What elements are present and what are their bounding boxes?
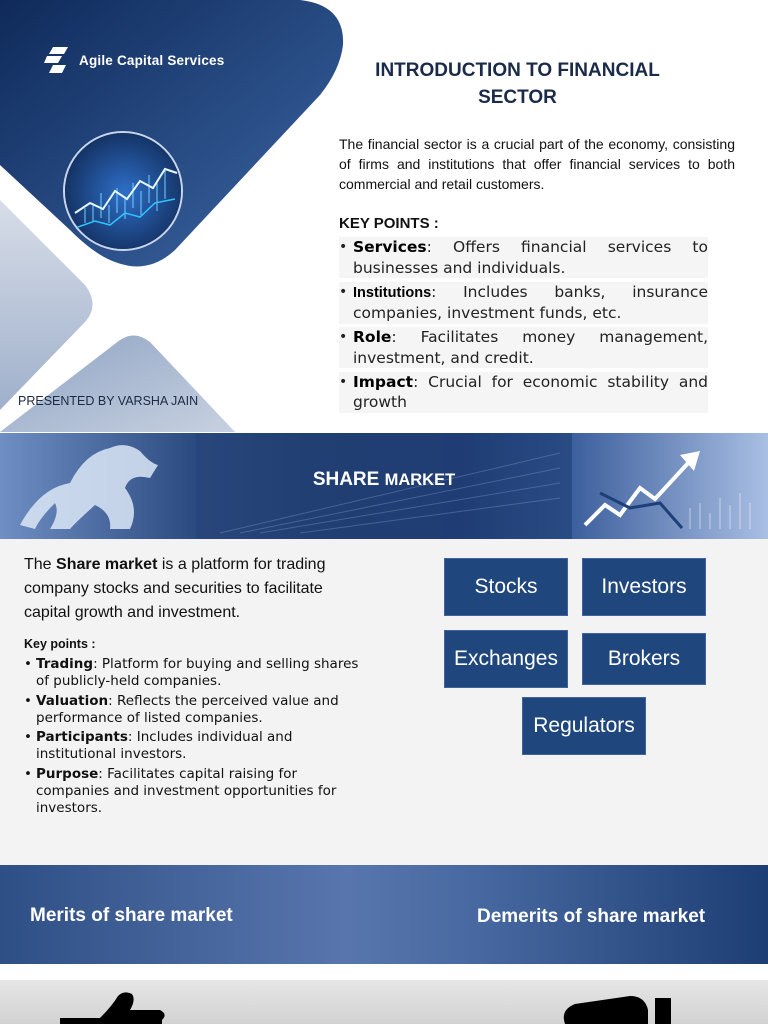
intro-paragraph: The financial sector is a crucial part of the economy, consisting of firms and institutions that offer financial services to both commercial and retail customers. — [339, 136, 735, 192]
list-item — [24, 693, 369, 727]
key-points-heading: KEY POINTS : — [339, 215, 439, 232]
company-logo-icon — [44, 47, 68, 73]
thumbs-down-icon — [564, 996, 648, 1024]
share-key-points-list — [24, 656, 369, 819]
merits-heading: Merits of share market — [30, 905, 233, 926]
key-point-term: Role — [353, 328, 392, 346]
thumbs-up-icon — [60, 992, 165, 1024]
banner-word-1: SHARE — [312, 469, 380, 490]
list-item — [339, 327, 708, 368]
list-item — [339, 282, 708, 324]
investors-box: Investors — [582, 558, 706, 616]
description-body: is a platform for trading company stocks and securities to facilitate capital growth and investment. — [24, 556, 326, 621]
share-market-description — [24, 553, 362, 625]
banner-word-2: MARKET — [384, 471, 456, 489]
key-point-desc: : Crucial for economic stability and growth — [353, 372, 708, 411]
key-point-desc: : Offers financial services to businesses and individuals. — [353, 238, 708, 277]
finance-chart-image — [63, 131, 183, 251]
slide-next-partial — [0, 980, 768, 1024]
demerits-heading: Demerits of share market — [477, 906, 706, 927]
key-point-term: Institutions — [353, 284, 432, 301]
key-point-desc: : Includes banks, insurance companies, investment funds, etc. — [353, 282, 708, 322]
slide-introduction — [0, 0, 768, 432]
key-points-heading: Key points : — [24, 637, 96, 651]
list-item — [339, 237, 708, 278]
title-line-2: SECTOR — [478, 87, 557, 108]
key-point-term: Purpose — [36, 765, 99, 782]
description-prefix: The — [24, 556, 57, 573]
list-item — [24, 729, 369, 763]
slide-share-market — [0, 433, 768, 865]
stocks-box: Stocks — [444, 558, 568, 616]
presenter-credit: PRESENTED BY VARSHA JAIN — [18, 394, 199, 408]
list-item — [24, 656, 369, 690]
key-points-list — [339, 237, 708, 416]
key-point-term: Trading — [36, 656, 94, 672]
key-point-term: Valuation — [36, 692, 109, 709]
key-point-desc: : Facilitates capital raising for companies and investment opportunities for investors. — [36, 765, 337, 816]
description-term: Share market — [56, 556, 158, 573]
key-point-term: Impact — [353, 372, 414, 391]
list-item — [24, 766, 369, 817]
regulators-box: Regulators — [522, 697, 646, 755]
list-item — [339, 372, 708, 413]
key-point-term: Services — [353, 238, 427, 256]
thumbs-icons — [0, 980, 768, 1024]
slide-merits-demerits — [0, 865, 768, 964]
brokers-box: Brokers — [582, 633, 706, 685]
page-title — [350, 57, 685, 111]
key-point-desc: : Includes individual and institutional investors. — [36, 729, 293, 762]
key-point-desc: : Facilitates money management, investment, and credit. — [353, 328, 708, 367]
brand-name: Agile Capital Services — [79, 53, 225, 68]
title-line-1: INTRODUCTION TO FINANCIAL — [375, 60, 660, 81]
key-point-desc: : Platform for buying and selling shares of publicly-held companies. — [36, 656, 359, 689]
exchanges-box: Exchanges — [444, 630, 568, 688]
share-market-banner — [0, 433, 768, 539]
key-point-term: Participants — [36, 729, 128, 745]
key-point-desc: : Reflects the perceived value and performance of listed companies. — [36, 692, 339, 726]
share-market-title — [196, 469, 572, 491]
